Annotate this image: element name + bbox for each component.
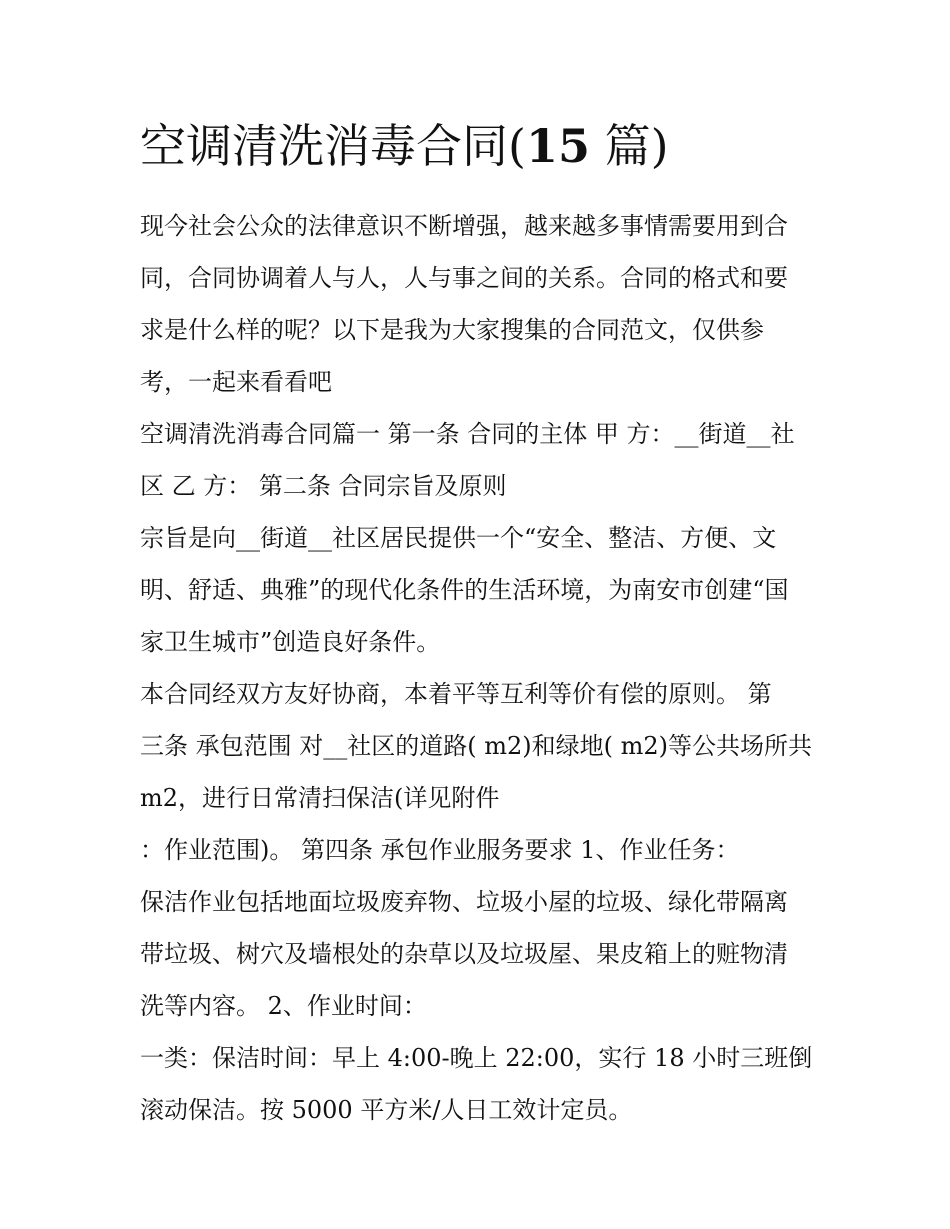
text-line: 一类：保洁时间：早上 4:00-晚上 22:00，实行 18 小时三班倒 (140, 1044, 813, 1072)
text-line: 区 乙 方： 第二条 合同宗旨及原则 (140, 472, 507, 500)
text-line: 家卫生城市”创造良好条件。 (140, 628, 441, 656)
text-line: 同，合同协调着人与人，人与事之间的关系。合同的格式和要 (140, 264, 788, 292)
title-number: 15 (525, 119, 590, 173)
text-line: 求是什么样的呢？以下是我为大家搜集的合同范文，仅供参 (140, 316, 764, 344)
text-line: 现今社会公众的法律意识不断增强，越来越多事情需要用到合 (140, 212, 788, 240)
text-line: ：作业范围)。 第四条 承包作业服务要求 1、作业任务： (140, 836, 740, 864)
title-main: 空调清洗消毒合同( (140, 119, 526, 173)
text-line: 明、舒适、典雅”的现代化条件的生活环境，为南安市创建“国 (140, 576, 789, 604)
text-line: 滚动保洁。按 5000 平方米/人日工效计定员。 (140, 1096, 633, 1124)
text-line: m2，进行日常清扫保洁(详见附件 (140, 784, 500, 812)
text-line: 宗旨是向__街道__社区居民提供一个“安全、整洁、方便、文 (140, 524, 777, 552)
document-title (140, 115, 840, 177)
document-body (140, 200, 820, 1136)
text-line: 带垃圾、树穴及墙根处的杂草以及垃圾屋、果皮箱上的赃物清 (140, 940, 788, 968)
title-tail: 篇) (589, 119, 669, 173)
text-line: 考，一起来看看吧 (140, 368, 332, 396)
text-line: 三条 承包范围 对__社区的道路( m2)和绿地( m2)等公共场所共 (140, 732, 813, 760)
text-line: 保洁作业包括地面垃圾废弃物、垃圾小屋的垃圾、绿化带隔离 (140, 888, 788, 916)
text-line: 洗等内容。 2、作业时间： (140, 992, 427, 1020)
text-line: 空调清洗消毒合同篇一 第一条 合同的主体 甲 方：__街道__社 (140, 420, 795, 448)
text-line: 本合同经双方友好协商，本着平等互利等价有偿的原则。 第 (140, 680, 772, 708)
